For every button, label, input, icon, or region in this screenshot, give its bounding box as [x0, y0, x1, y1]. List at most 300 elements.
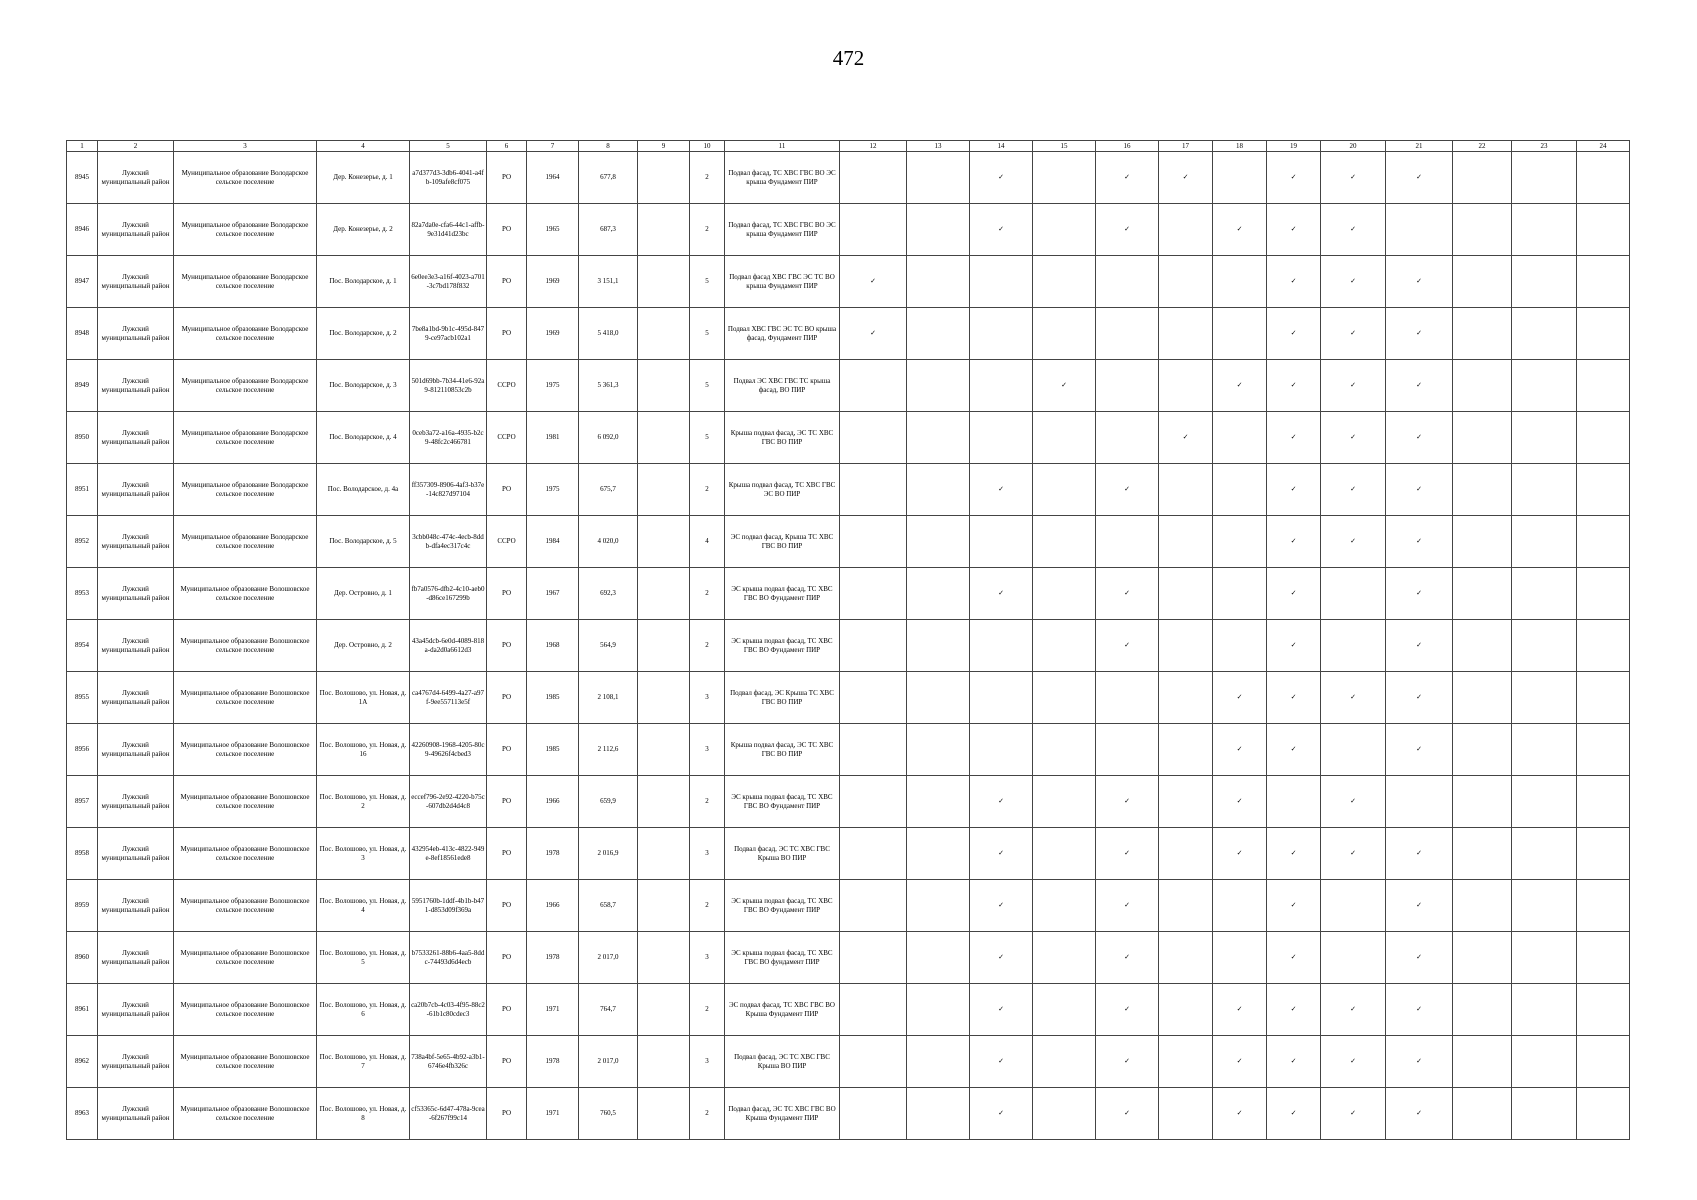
check-cell-col-24: [1577, 568, 1630, 620]
municipality-cell: Муниципальное образование Володарское сельское поселение: [174, 152, 317, 204]
address-cell: Пос. Волошово, ул. Новая, д. 2: [317, 776, 410, 828]
check-cell-col-15: [1033, 568, 1096, 620]
check-cell-col-15: [1033, 984, 1096, 1036]
check-cell-col-21: ✓: [1386, 568, 1453, 620]
check-cell-col-19: ✓: [1267, 464, 1321, 516]
registry-body: [67, 152, 1630, 1140]
address-cell: Пос. Волошово, ул. Новая, д. 8: [317, 1088, 410, 1140]
year-built-cell: 1967: [527, 568, 579, 620]
district-cell: Лужский муниципальный район: [98, 672, 174, 724]
works-list-cell: Крыша подвал фасад, ТС ХВС ГВС ЭС ВО ПИР: [725, 464, 840, 516]
check-cell-col-22: [1453, 984, 1512, 1036]
works-list-cell: Крыша подвал фасад, ЭС ТС ХВС ГВС ВО ПИР: [725, 412, 840, 464]
district-cell: Лужский муниципальный район: [98, 724, 174, 776]
building-code-cell: 738a4bf-5e65-4b92-a3b1-6746e4fb326c: [410, 1036, 487, 1088]
check-cell-col-21: ✓: [1386, 152, 1453, 204]
check-cell-col-18: ✓: [1213, 360, 1267, 412]
table-row: [67, 516, 1630, 568]
municipality-cell: Муниципальное образование Володарское сельское поселение: [174, 412, 317, 464]
table-row: [67, 672, 1630, 724]
check-cell-col-17: [1159, 464, 1213, 516]
check-cell-col-12: [840, 776, 907, 828]
check-cell-col-13: [907, 776, 970, 828]
year-built-cell: 1981: [527, 412, 579, 464]
check-cell-col-13: [907, 516, 970, 568]
column-9-cell: [638, 204, 690, 256]
district-cell: Лужский муниципальный район: [98, 568, 174, 620]
check-cell-col-16: [1096, 360, 1159, 412]
check-cell-col-19: ✓: [1267, 724, 1321, 776]
check-cell-col-20: ✓: [1321, 828, 1386, 880]
check-cell-col-12: [840, 204, 907, 256]
table-row: [67, 568, 1630, 620]
check-cell-col-14: [970, 308, 1033, 360]
check-cell-col-18: [1213, 932, 1267, 984]
check-cell-col-18: [1213, 256, 1267, 308]
check-cell-col-14: ✓: [970, 880, 1033, 932]
check-cell-col-21: ✓: [1386, 360, 1453, 412]
municipality-cell: Муниципальное образование Володарское сельское поселение: [174, 464, 317, 516]
management-form-cell: РО: [487, 880, 527, 932]
check-cell-col-14: [970, 516, 1033, 568]
check-cell-col-18: [1213, 620, 1267, 672]
address-cell: Пос. Володарское, д. 1: [317, 256, 410, 308]
management-form-cell: ССРО: [487, 412, 527, 464]
floors-cell: 3: [690, 724, 725, 776]
check-cell-col-22: [1453, 1088, 1512, 1140]
check-cell-col-16: [1096, 256, 1159, 308]
check-cell-col-14: ✓: [970, 828, 1033, 880]
check-cell-col-22: [1453, 672, 1512, 724]
column-9-cell: [638, 776, 690, 828]
check-cell-col-17: [1159, 620, 1213, 672]
building-code-cell: cf53365c-6d47-478a-9cea-6f267f99c14: [410, 1088, 487, 1140]
works-list-cell: Подвал фасад, ЭС ТС ХВС ГВС Крыша ВО ПИР: [725, 828, 840, 880]
row-number-cell: 8958: [67, 828, 98, 880]
check-cell-col-22: [1453, 308, 1512, 360]
check-cell-col-19: ✓: [1267, 568, 1321, 620]
area-cell: 2 017,0: [579, 932, 638, 984]
row-number-cell: 8945: [67, 152, 98, 204]
check-cell-col-19: ✓: [1267, 1088, 1321, 1140]
address-cell: Пос. Володарское, д. 2: [317, 308, 410, 360]
check-cell-col-14: [970, 412, 1033, 464]
building-code-cell: ca20b7cb-4c03-4f95-88c2-61b1c80cdec3: [410, 984, 487, 1036]
building-code-cell: 5951760b-1ddf-4b1b-b471-d853d09f369a: [410, 880, 487, 932]
check-cell-col-21: [1386, 204, 1453, 256]
column-9-cell: [638, 1036, 690, 1088]
check-cell-col-17: [1159, 256, 1213, 308]
check-cell-col-24: [1577, 360, 1630, 412]
check-cell-col-15: [1033, 620, 1096, 672]
area-cell: 5 418,0: [579, 308, 638, 360]
column-9-cell: [638, 152, 690, 204]
check-cell-col-12: [840, 1088, 907, 1140]
year-built-cell: 1969: [527, 308, 579, 360]
check-cell-col-21: ✓: [1386, 412, 1453, 464]
column-9-cell: [638, 516, 690, 568]
row-number-cell: 8957: [67, 776, 98, 828]
check-cell-col-17: [1159, 672, 1213, 724]
area-cell: 659,9: [579, 776, 638, 828]
check-cell-col-12: [840, 360, 907, 412]
check-cell-col-12: ✓: [840, 256, 907, 308]
column-number: 3: [174, 141, 317, 152]
check-cell-col-13: [907, 932, 970, 984]
check-cell-col-21: ✓: [1386, 308, 1453, 360]
check-cell-col-22: [1453, 464, 1512, 516]
check-cell-col-19: ✓: [1267, 672, 1321, 724]
check-cell-col-15: [1033, 1088, 1096, 1140]
floors-cell: 2: [690, 776, 725, 828]
column-number: 9: [638, 141, 690, 152]
check-cell-col-19: ✓: [1267, 256, 1321, 308]
check-cell-col-24: [1577, 828, 1630, 880]
works-list-cell: Подвал фасад, ТС ХВС ГВС ВО ЭС крыша Фундамент ПИР: [725, 204, 840, 256]
check-cell-col-23: [1512, 308, 1577, 360]
column-9-cell: [638, 672, 690, 724]
check-cell-col-15: [1033, 880, 1096, 932]
floors-cell: 2: [690, 620, 725, 672]
check-cell-col-12: [840, 984, 907, 1036]
check-cell-col-12: [840, 1036, 907, 1088]
check-cell-col-16: ✓: [1096, 880, 1159, 932]
check-cell-col-17: [1159, 932, 1213, 984]
table-row: [67, 1036, 1630, 1088]
check-cell-col-12: [840, 516, 907, 568]
check-cell-col-24: [1577, 204, 1630, 256]
check-cell-col-22: [1453, 880, 1512, 932]
check-cell-col-16: ✓: [1096, 152, 1159, 204]
building-code-cell: 6e0ee3e3-a16f-4023-a701-3c7bd178f832: [410, 256, 487, 308]
check-cell-col-12: [840, 152, 907, 204]
check-cell-col-13: [907, 568, 970, 620]
check-cell-col-14: [970, 256, 1033, 308]
row-number-cell: 8952: [67, 516, 98, 568]
column-9-cell: [638, 620, 690, 672]
column-number: 11: [725, 141, 840, 152]
column-number: 14: [970, 141, 1033, 152]
column-number: 23: [1512, 141, 1577, 152]
area-cell: 3 151,1: [579, 256, 638, 308]
district-cell: Лужский муниципальный район: [98, 620, 174, 672]
column-number: 22: [1453, 141, 1512, 152]
works-list-cell: Подвал фасад, ТС ХВС ГВС ВО ЭС крыша Фундамент ПИР: [725, 152, 840, 204]
row-number-cell: 8961: [67, 984, 98, 1036]
check-cell-col-19: ✓: [1267, 516, 1321, 568]
district-cell: Лужский муниципальный район: [98, 516, 174, 568]
column-number: 10: [690, 141, 725, 152]
check-cell-col-16: ✓: [1096, 828, 1159, 880]
check-cell-col-14: ✓: [970, 776, 1033, 828]
building-code-cell: 3cbb048c-474c-4ecb-8ddb-dfa4ec317c4c: [410, 516, 487, 568]
check-cell-col-20: ✓: [1321, 464, 1386, 516]
column-9-cell: [638, 724, 690, 776]
check-cell-col-13: [907, 1036, 970, 1088]
check-cell-col-17: [1159, 308, 1213, 360]
check-cell-col-21: [1386, 776, 1453, 828]
check-cell-col-14: ✓: [970, 1036, 1033, 1088]
check-cell-col-13: [907, 1088, 970, 1140]
check-cell-col-15: ✓: [1033, 360, 1096, 412]
check-cell-col-14: [970, 724, 1033, 776]
check-cell-col-23: [1512, 256, 1577, 308]
check-cell-col-22: [1453, 568, 1512, 620]
works-list-cell: Подвал фасад, ЭС ТС ХВС ГВС Крыша ВО ПИР: [725, 1036, 840, 1088]
check-cell-col-17: [1159, 1036, 1213, 1088]
district-cell: Лужский муниципальный район: [98, 1036, 174, 1088]
floors-cell: 5: [690, 308, 725, 360]
check-cell-col-23: [1512, 568, 1577, 620]
check-cell-col-17: [1159, 568, 1213, 620]
works-list-cell: ЭС крыша подвал фасад, ТС ХВС ГВС ВО Фундамент ПИР: [725, 568, 840, 620]
area-cell: 6 092,0: [579, 412, 638, 464]
check-cell-col-23: [1512, 880, 1577, 932]
check-cell-col-17: [1159, 1088, 1213, 1140]
check-cell-col-19: ✓: [1267, 932, 1321, 984]
area-cell: 2 112,6: [579, 724, 638, 776]
management-form-cell: РО: [487, 308, 527, 360]
check-cell-col-22: [1453, 932, 1512, 984]
check-cell-col-24: [1577, 1088, 1630, 1140]
check-cell-col-20: [1321, 620, 1386, 672]
building-code-cell: 7be8a1bd-9b1c-495d-8479-ce97acb102a1: [410, 308, 487, 360]
area-cell: 675,7: [579, 464, 638, 516]
column-number: 17: [1159, 141, 1213, 152]
check-cell-col-20: [1321, 568, 1386, 620]
check-cell-col-19: ✓: [1267, 1036, 1321, 1088]
management-form-cell: РО: [487, 204, 527, 256]
building-code-cell: 43a45dcb-6e0d-4089-818a-da2d0a6612d3: [410, 620, 487, 672]
check-cell-col-13: [907, 880, 970, 932]
check-cell-col-16: [1096, 672, 1159, 724]
floors-cell: 5: [690, 412, 725, 464]
check-cell-col-16: ✓: [1096, 1036, 1159, 1088]
area-cell: 5 361,3: [579, 360, 638, 412]
municipality-cell: Муниципальное образование Волошовское сельское поселение: [174, 568, 317, 620]
check-cell-col-17: [1159, 204, 1213, 256]
check-cell-col-16: ✓: [1096, 932, 1159, 984]
check-cell-col-13: [907, 360, 970, 412]
address-cell: Пос. Володарское, д. 3: [317, 360, 410, 412]
municipality-cell: Муниципальное образование Волошовское сельское поселение: [174, 776, 317, 828]
column-number: 21: [1386, 141, 1453, 152]
check-cell-col-16: ✓: [1096, 984, 1159, 1036]
table-row: [67, 828, 1630, 880]
works-list-cell: Подвал фасад, ЭС Крыша ТС ХВС ГВС ВО ПИР: [725, 672, 840, 724]
check-cell-col-19: ✓: [1267, 828, 1321, 880]
column-number: 18: [1213, 141, 1267, 152]
building-code-cell: 432954eb-413c-4822-949e-8ef18561ede8: [410, 828, 487, 880]
management-form-cell: РО: [487, 256, 527, 308]
works-list-cell: ЭС крыша подвал фасад, ТС ХВС ГВС ВО Фундамент ПИР: [725, 776, 840, 828]
check-cell-col-24: [1577, 724, 1630, 776]
table-row: [67, 152, 1630, 204]
check-cell-col-21: ✓: [1386, 932, 1453, 984]
check-cell-col-12: [840, 412, 907, 464]
table-row: [67, 256, 1630, 308]
area-cell: 687,3: [579, 204, 638, 256]
check-cell-col-23: [1512, 672, 1577, 724]
address-cell: Пос. Володарское, д. 4: [317, 412, 410, 464]
check-cell-col-15: [1033, 256, 1096, 308]
works-list-cell: Подвал фасад, ЭС ТС ХВС ГВС ВО Крыша Фундамент ПИР: [725, 1088, 840, 1140]
municipality-cell: Муниципальное образование Волошовское сельское поселение: [174, 880, 317, 932]
column-number: 16: [1096, 141, 1159, 152]
column-9-cell: [638, 464, 690, 516]
check-cell-col-16: [1096, 412, 1159, 464]
year-built-cell: 1971: [527, 984, 579, 1036]
check-cell-col-13: [907, 152, 970, 204]
check-cell-col-18: ✓: [1213, 204, 1267, 256]
year-built-cell: 1985: [527, 672, 579, 724]
check-cell-col-15: [1033, 516, 1096, 568]
check-cell-col-22: [1453, 412, 1512, 464]
building-code-cell: ff357309-8906-4af3-b37e-14c827d97104: [410, 464, 487, 516]
check-cell-col-12: [840, 464, 907, 516]
year-built-cell: 1966: [527, 880, 579, 932]
management-form-cell: РО: [487, 984, 527, 1036]
check-cell-col-23: [1512, 932, 1577, 984]
check-cell-col-21: ✓: [1386, 620, 1453, 672]
district-cell: Лужский муниципальный район: [98, 932, 174, 984]
check-cell-col-21: ✓: [1386, 724, 1453, 776]
building-code-cell: 501d69bb-7b34-41e6-92a9-812110853c2b: [410, 360, 487, 412]
municipality-cell: Муниципальное образование Володарское сельское поселение: [174, 308, 317, 360]
management-form-cell: РО: [487, 464, 527, 516]
check-cell-col-23: [1512, 1088, 1577, 1140]
address-cell: Пос. Волошово, ул. Новая, д. 16: [317, 724, 410, 776]
column-number: 4: [317, 141, 410, 152]
floors-cell: 3: [690, 932, 725, 984]
works-list-cell: Крыша подвал фасад, ЭС ТС ХВС ГВС ВО ПИР: [725, 724, 840, 776]
check-cell-col-22: [1453, 516, 1512, 568]
check-cell-col-19: ✓: [1267, 412, 1321, 464]
floors-cell: 3: [690, 828, 725, 880]
check-cell-col-18: [1213, 308, 1267, 360]
check-cell-col-15: [1033, 828, 1096, 880]
check-cell-col-24: [1577, 932, 1630, 984]
check-cell-col-24: [1577, 776, 1630, 828]
column-number: 5: [410, 141, 487, 152]
check-cell-col-16: [1096, 724, 1159, 776]
floors-cell: 2: [690, 1088, 725, 1140]
check-cell-col-16: ✓: [1096, 1088, 1159, 1140]
check-cell-col-21: ✓: [1386, 672, 1453, 724]
check-cell-col-21: ✓: [1386, 1088, 1453, 1140]
address-cell: Пос. Волошово, ул. Новая, д. 5: [317, 932, 410, 984]
check-cell-col-23: [1512, 620, 1577, 672]
floors-cell: 2: [690, 880, 725, 932]
works-list-cell: Подвал фасад ХВС ГВС ЭС ТС ВО крыша Фундамент ПИР: [725, 256, 840, 308]
check-cell-col-17: [1159, 360, 1213, 412]
column-number: 2: [98, 141, 174, 152]
check-cell-col-20: ✓: [1321, 776, 1386, 828]
table-row: [67, 932, 1630, 984]
check-cell-col-16: ✓: [1096, 204, 1159, 256]
check-cell-col-21: ✓: [1386, 464, 1453, 516]
check-cell-col-24: [1577, 308, 1630, 360]
management-form-cell: ССРО: [487, 516, 527, 568]
management-form-cell: РО: [487, 828, 527, 880]
address-cell: Дер. Конезерье, д. 2: [317, 204, 410, 256]
column-9-cell: [638, 568, 690, 620]
check-cell-col-22: [1453, 360, 1512, 412]
management-form-cell: ССРО: [487, 360, 527, 412]
building-code-cell: ca4767d4-6499-4a27-a97f-9ee557113e5f: [410, 672, 487, 724]
works-list-cell: ЭС крыша подвал фасад, ТС ХВС ГВС ВО фундамент ПИР: [725, 932, 840, 984]
check-cell-col-19: ✓: [1267, 984, 1321, 1036]
building-code-cell: fb7a0576-dfb2-4c10-aeb0-d86ce167299b: [410, 568, 487, 620]
row-number-cell: 8955: [67, 672, 98, 724]
check-cell-col-24: [1577, 880, 1630, 932]
check-cell-col-19: [1267, 776, 1321, 828]
building-code-cell: a7d377d3-3db6-4041-a4fb-109afe8cf075: [410, 152, 487, 204]
column-9-cell: [638, 360, 690, 412]
check-cell-col-24: [1577, 412, 1630, 464]
check-cell-col-15: [1033, 724, 1096, 776]
check-cell-col-18: ✓: [1213, 776, 1267, 828]
row-number-cell: 8947: [67, 256, 98, 308]
row-number-cell: 8956: [67, 724, 98, 776]
column-9-cell: [638, 984, 690, 1036]
district-cell: Лужский муниципальный район: [98, 880, 174, 932]
table-row: [67, 412, 1630, 464]
works-list-cell: ЭС подвал фасад, ТС ХВС ГВС ВО Крыша Фундамент ПИР: [725, 984, 840, 1036]
check-cell-col-16: [1096, 516, 1159, 568]
check-cell-col-22: [1453, 828, 1512, 880]
table-row: [67, 204, 1630, 256]
column-number: 12: [840, 141, 907, 152]
check-cell-col-14: ✓: [970, 204, 1033, 256]
column-9-cell: [638, 1088, 690, 1140]
area-cell: 677,8: [579, 152, 638, 204]
management-form-cell: РО: [487, 568, 527, 620]
check-cell-col-13: [907, 256, 970, 308]
management-form-cell: РО: [487, 776, 527, 828]
municipality-cell: Муниципальное образование Волошовское сельское поселение: [174, 1088, 317, 1140]
check-cell-col-21: ✓: [1386, 516, 1453, 568]
column-number: 20: [1321, 141, 1386, 152]
check-cell-col-20: ✓: [1321, 308, 1386, 360]
registry-table: [66, 140, 1630, 1140]
management-form-cell: РО: [487, 152, 527, 204]
check-cell-col-21: ✓: [1386, 984, 1453, 1036]
column-9-cell: [638, 412, 690, 464]
municipality-cell: Муниципальное образование Волошовское сельское поселение: [174, 672, 317, 724]
floors-cell: 5: [690, 256, 725, 308]
check-cell-col-23: [1512, 1036, 1577, 1088]
year-built-cell: 1978: [527, 932, 579, 984]
year-built-cell: 1968: [527, 620, 579, 672]
check-cell-col-22: [1453, 1036, 1512, 1088]
check-cell-col-13: [907, 412, 970, 464]
check-cell-col-15: [1033, 152, 1096, 204]
check-cell-col-13: [907, 308, 970, 360]
area-cell: 2 017,0: [579, 1036, 638, 1088]
works-list-cell: Подвал ЭС ХВС ГВС ТС крыша фасад, ВО ПИР: [725, 360, 840, 412]
district-cell: Лужский муниципальный район: [98, 256, 174, 308]
check-cell-col-17: [1159, 828, 1213, 880]
check-cell-col-21: ✓: [1386, 880, 1453, 932]
check-cell-col-13: [907, 984, 970, 1036]
check-cell-col-13: [907, 672, 970, 724]
check-cell-col-20: ✓: [1321, 360, 1386, 412]
municipality-cell: Муниципальное образование Володарское сельское поселение: [174, 360, 317, 412]
check-cell-col-24: [1577, 152, 1630, 204]
check-cell-col-23: [1512, 828, 1577, 880]
works-list-cell: ЭС подвал фасад, Крыша ТС ХВС ГВС ВО ПИР: [725, 516, 840, 568]
